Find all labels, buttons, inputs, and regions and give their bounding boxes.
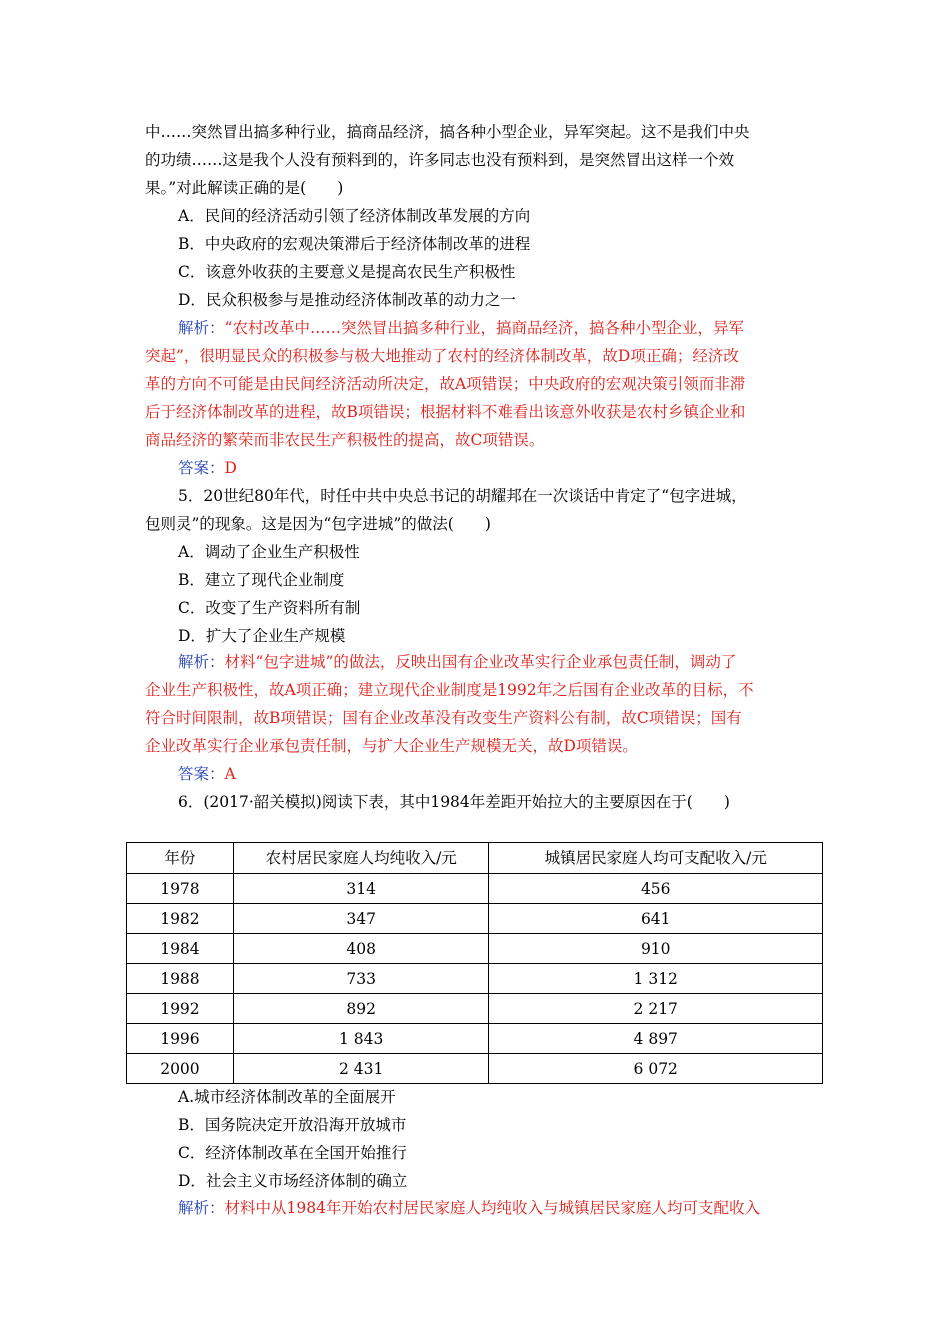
analysis-text: 材料中从1984年开始农村居民家庭人均纯收入与城镇居民家庭人均可支配收入 (224, 1199, 760, 1217)
q6-analysis-line (178, 1198, 858, 1218)
table-header-cell: 年份 (127, 843, 234, 874)
table-row (127, 964, 823, 994)
q5-option-a: A．调动了企业生产积极性 (178, 543, 360, 561)
table-cell: 1984 (127, 934, 234, 964)
table-cell: 910 (489, 934, 823, 964)
table-cell: 1982 (127, 904, 234, 934)
q5-analysis-line: 符合时间限制，故B项错误；国有企业改革没有改变生产资料公有制，故C项错误；国有 (145, 709, 742, 727)
q6-option-c: C．经济体制改革在全国开始推行 (178, 1144, 407, 1162)
table-cell: 733 (233, 964, 489, 994)
q4-answer (178, 458, 858, 478)
table-cell: 2 431 (233, 1054, 489, 1084)
q4-stem-line: 的功绩……这是我个人没有预料到的，许多同志也没有预料到，是突然冒出这样一个效 (145, 151, 735, 169)
analysis-label: 解析： (178, 653, 225, 671)
answer-value: A (224, 765, 236, 783)
analysis-label: 解析： (178, 319, 225, 337)
q4-analysis-line: 革的方向不可能是由民间经济活动所决定，故A项错误；中央政府的宏观决策引领而非滞 (145, 375, 746, 393)
table-cell: 4 897 (489, 1024, 823, 1054)
q4-option-d: D．民众积极参与是推动经济体制改革的动力之一 (178, 291, 516, 309)
table-row (127, 904, 823, 934)
answer-label: 答案： (178, 765, 225, 783)
q6-option-a: A.城市经济体制改革的全面展开 (178, 1088, 396, 1106)
table-row (127, 1024, 823, 1054)
q5-answer (178, 764, 858, 784)
q4-option-b: B．中央政府的宏观决策滞后于经济体制改革的进程 (178, 235, 531, 253)
analysis-label: 解析： (178, 1199, 225, 1217)
table-cell: 2 217 (489, 994, 823, 1024)
q6-stem: 6．(2017·韶关模拟)阅读下表，其中1984年差距开始拉大的主要原因在于( ) (178, 793, 730, 811)
table-cell: 1996 (127, 1024, 234, 1054)
q5-option-d: D．扩大了企业生产规模 (178, 627, 346, 645)
q4-analysis-line: 后于经济体制改革的进程，故B项错误；根据材料不难看出该意外收获是农村乡镇企业和 (145, 403, 746, 421)
table-header-row (127, 843, 823, 874)
table-cell: 1978 (127, 874, 234, 904)
answer-value: D (224, 459, 237, 477)
q5-analysis-line: 企业改革实行企业承包责任制，与扩大企业生产规模无关，故D项错误。 (145, 737, 638, 755)
table-cell: 1 312 (489, 964, 823, 994)
table-cell: 6 072 (489, 1054, 823, 1084)
table-cell: 314 (233, 874, 489, 904)
q6-option-b: B．国务院决定开放沿海开放城市 (178, 1116, 407, 1134)
table-cell: 408 (233, 934, 489, 964)
q4-stem-line: 果。”对此解读正确的是( ) (145, 179, 344, 197)
q5-option-b: B．建立了现代企业制度 (178, 571, 345, 589)
q6-option-d: D．社会主义市场经济体制的确立 (178, 1172, 408, 1190)
table-row (127, 934, 823, 964)
table-cell: 641 (489, 904, 823, 934)
table-cell: 347 (233, 904, 489, 934)
analysis-text: “农村改革中……突然冒出搞多种行业，搞商品经济，搞各种小型企业，异军 (224, 319, 744, 337)
table-header-cell: 城镇居民家庭人均可支配收入/元 (489, 843, 823, 874)
analysis-text: 材料“包字进城”的做法，反映出国有企业改革实行企业承包责任制，调动了 (224, 653, 737, 671)
income-table (126, 842, 823, 1084)
q4-analysis-line (178, 318, 858, 338)
table-row (127, 874, 823, 904)
q5-option-c: C．改变了生产资料所有制 (178, 599, 361, 617)
table-cell: 456 (489, 874, 823, 904)
table-cell: 892 (233, 994, 489, 1024)
q4-analysis-line: 突起”，很明显民众的积极参与极大地推动了农村的经济体制改革，故D项正确；经济改 (145, 347, 739, 365)
q5-stem-line: 包则灵”的现象。这是因为“包字进城”的做法( ) (145, 515, 491, 533)
table-row (127, 994, 823, 1024)
table-cell: 1992 (127, 994, 234, 1024)
table-cell: 2000 (127, 1054, 234, 1084)
q4-analysis-line: 商品经济的繁荣而非农民生产积极性的提高，故C项错误。 (145, 431, 545, 449)
q4-option-c: C．该意外收获的主要意义是提高农民生产积极性 (178, 263, 516, 281)
q5-stem-line: 5．20世纪80年代，时任中共中央总书记的胡耀邦在一次谈话中肯定了“包字进城， (178, 487, 747, 505)
q5-analysis-line: 企业生产积极性，故A项正确；建立现代企业制度是1992年之后国有企业改革的目标，不 (145, 681, 754, 699)
table-cell: 1 843 (233, 1024, 489, 1054)
q4-option-a: A．民间的经济活动引领了经济体制改革发展的方向 (178, 207, 531, 225)
table-header-cell: 农村居民家庭人均纯收入/元 (233, 843, 489, 874)
table-row (127, 1054, 823, 1084)
answer-label: 答案： (178, 459, 225, 477)
q5-analysis-line (178, 652, 858, 672)
q4-stem-line: 中……突然冒出搞多种行业，搞商品经济，搞各种小型企业，异军突起。这不是我们中央 (145, 123, 750, 141)
table-cell: 1988 (127, 964, 234, 994)
